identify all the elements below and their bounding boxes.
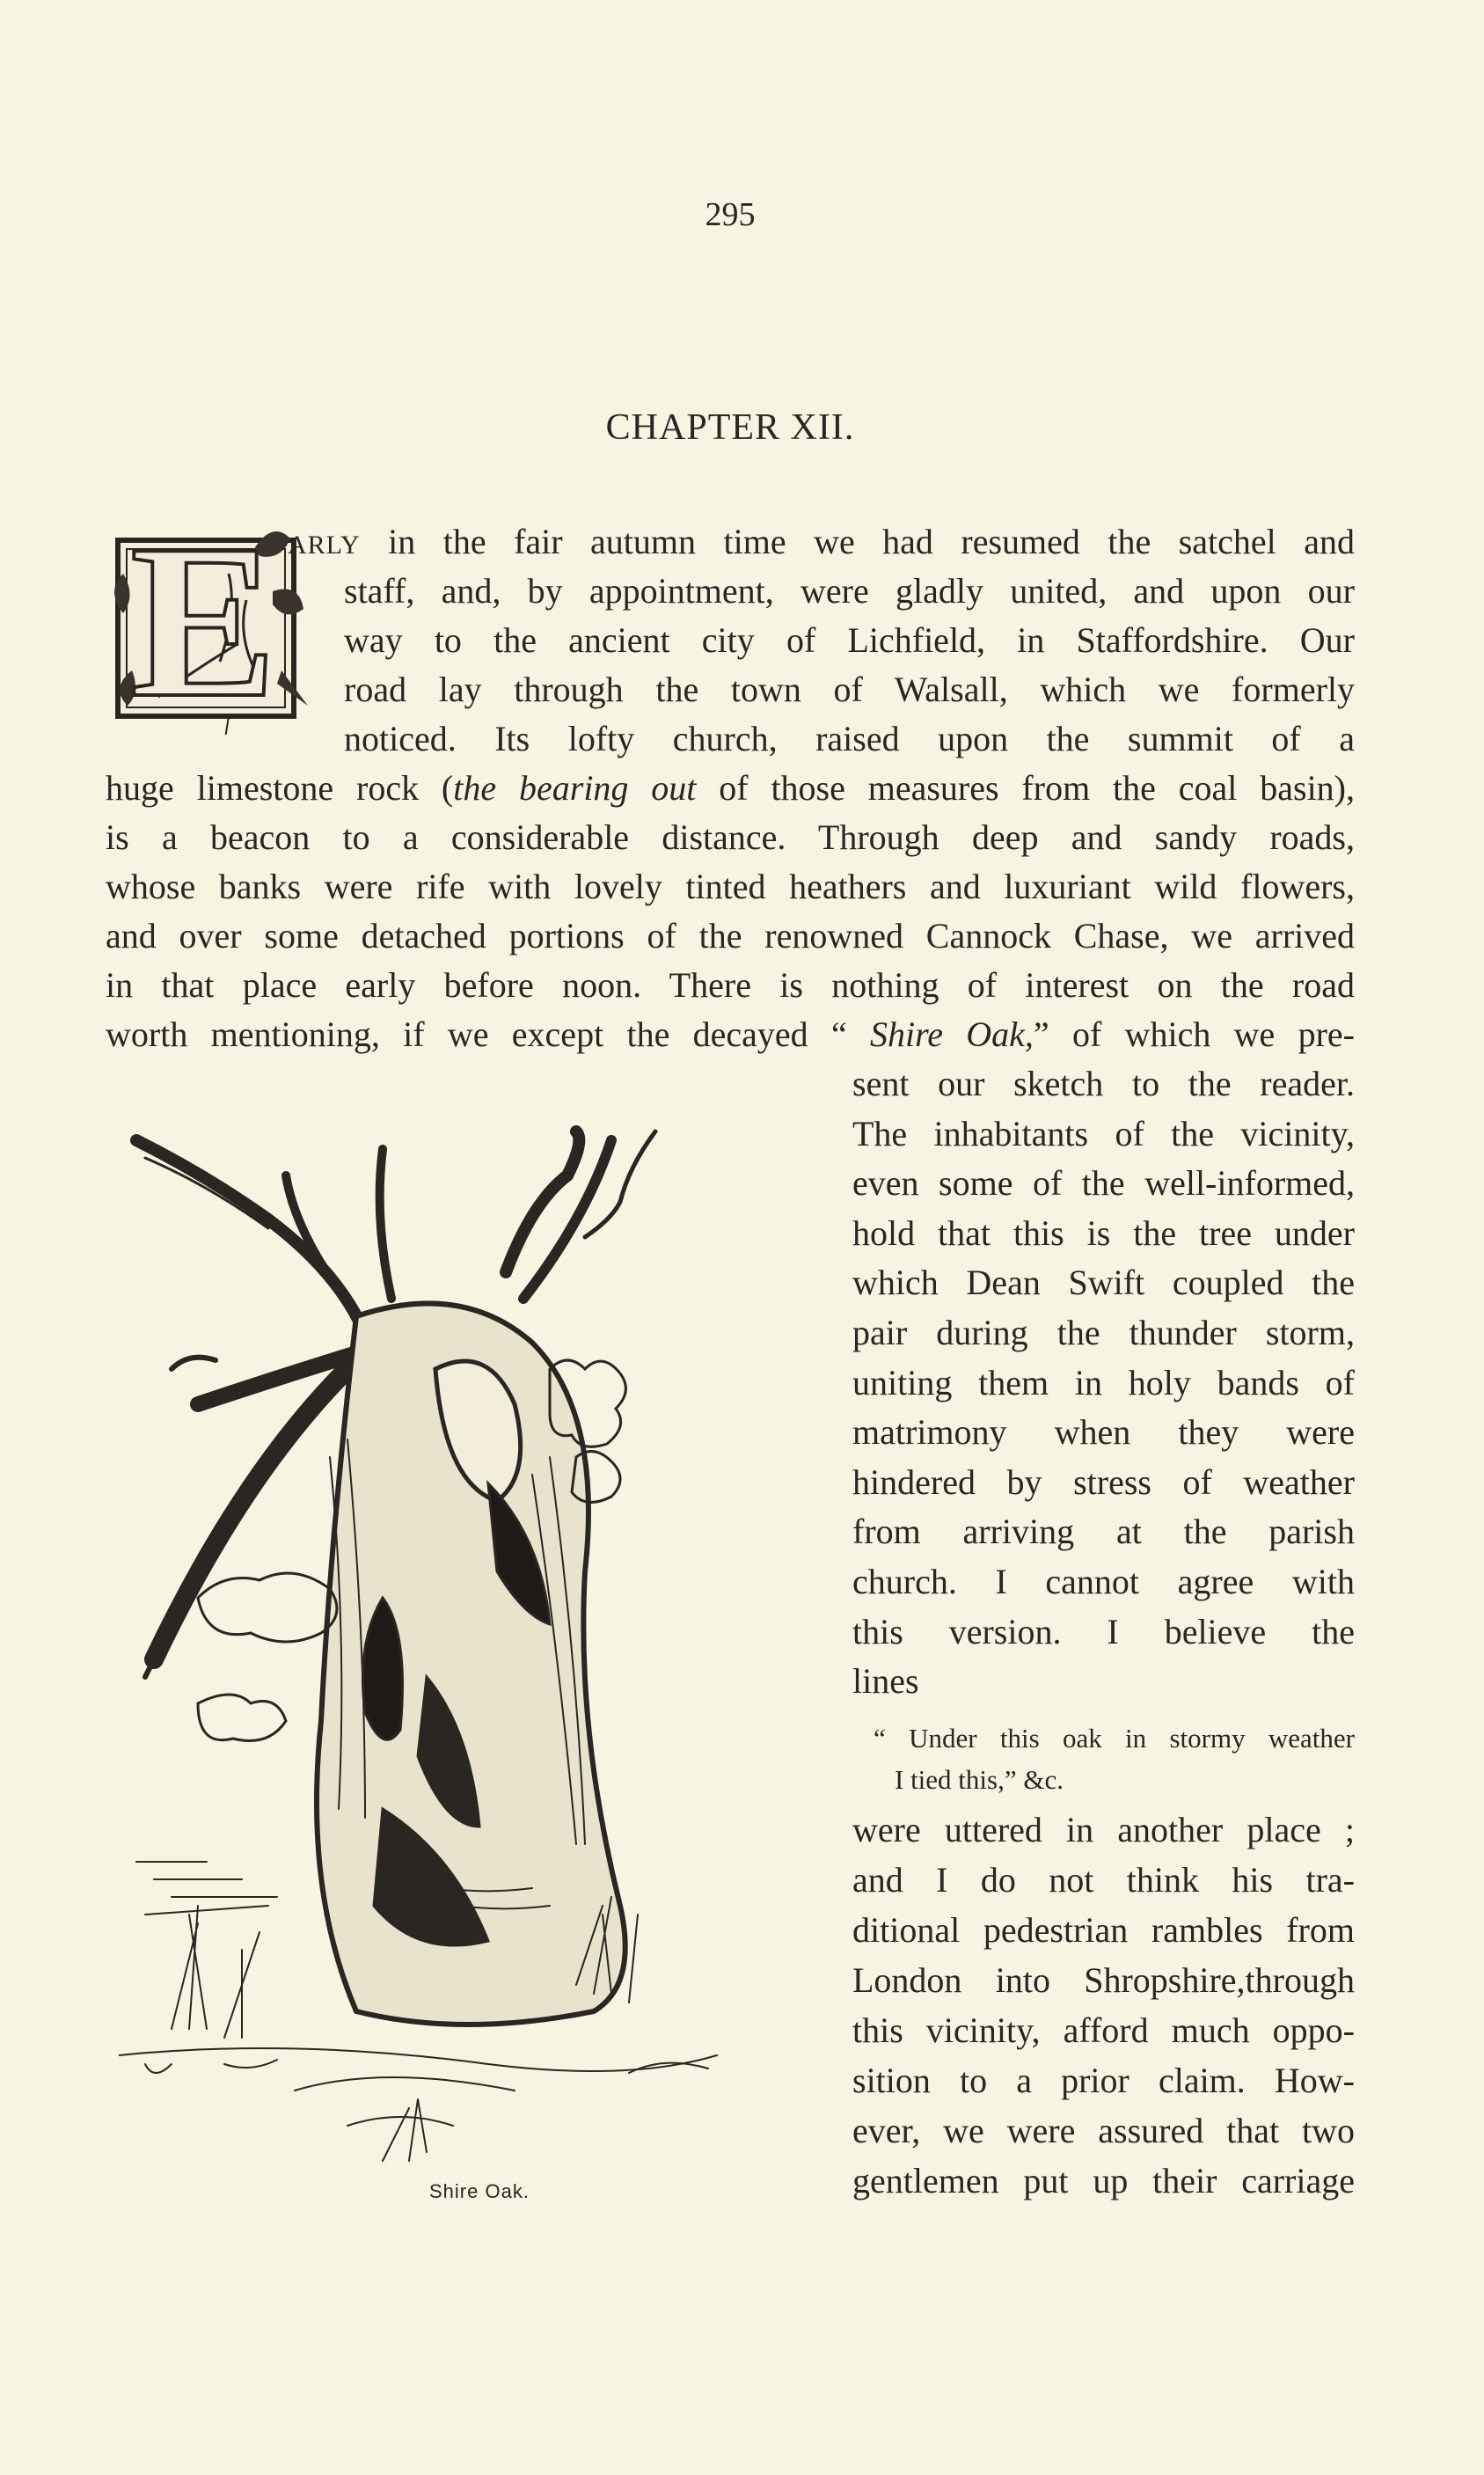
text-line: uniting them in holy bands of bbox=[852, 1362, 1355, 1402]
text-line: ditional pedestrian rambles from bbox=[852, 1910, 1355, 1950]
text-line: church. I cannot agree with bbox=[852, 1561, 1355, 1601]
quote-line: “ Under this oak in stormy weather bbox=[874, 1723, 1355, 1754]
text-line: this version. I believe the bbox=[852, 1611, 1355, 1651]
italic-run: Shire Oak, bbox=[870, 1014, 1034, 1054]
text-line: hold that this is the tree under bbox=[852, 1212, 1355, 1253]
text-line: lines bbox=[852, 1661, 919, 1702]
text-run: in the fair autumn time we had resumed the satchel and bbox=[360, 522, 1355, 561]
shire-oak-illustration bbox=[119, 1105, 822, 2178]
page-number: 295 bbox=[705, 196, 756, 233]
text-line: hindered by stress of weather bbox=[852, 1461, 1355, 1502]
text-line: is a beacon to a considerable distance. Through deep and sandy roads, bbox=[106, 817, 1355, 857]
text-line: pair during the thunder storm, bbox=[852, 1312, 1355, 1352]
text-run: of those measures from the coal basin), bbox=[696, 768, 1355, 808]
right-column-text bbox=[852, 1059, 1355, 1707]
text-line bbox=[288, 517, 1355, 567]
drop-cap-letter: E bbox=[130, 500, 277, 743]
illustration-caption: Shire Oak. bbox=[429, 2180, 530, 2202]
text-line: way to the ancient city of Lichfield, in Staffordshire. Our bbox=[344, 620, 1355, 660]
text-run: huge limestone rock ( bbox=[106, 768, 454, 808]
text-line: ever, we were assured that two bbox=[852, 2111, 1355, 2150]
text-line: and over some detached portions of the renowned Cannock Chase, we arrived bbox=[106, 916, 1355, 956]
small-caps-run: ARLY bbox=[288, 531, 361, 560]
text-line bbox=[106, 1010, 1355, 1059]
chapter-title: CHAPTER XII. bbox=[605, 407, 855, 448]
right-column-text-continued bbox=[852, 1805, 1355, 2206]
text-run: ” of which we pre- bbox=[1033, 1014, 1355, 1054]
text-run: worth mentioning, if we except the decayed “ bbox=[106, 1014, 871, 1054]
text-line: staff, and, by appointment, were gladly united, and upon our bbox=[344, 571, 1355, 611]
italic-run: the bearing out bbox=[453, 768, 697, 808]
text-line: matrimony when they were bbox=[852, 1412, 1355, 1453]
text-line: even some of the well-informed, bbox=[852, 1163, 1355, 1204]
quote-line: I tied this,” &c. bbox=[895, 1764, 1064, 1795]
text-line: this vicinity, afford much oppo- bbox=[852, 2010, 1355, 2050]
verse-quotation bbox=[874, 1717, 1355, 1800]
text-line: from arriving at the parish bbox=[852, 1512, 1355, 1552]
text-line: noticed. Its lofty church, raised upon the summit of a bbox=[344, 719, 1355, 758]
text-line: and I do not think his tra- bbox=[852, 1860, 1355, 1900]
text-line: The inhabitants of the vicinity, bbox=[852, 1113, 1355, 1153]
text-line: which Dean Swift coupled the bbox=[852, 1263, 1355, 1303]
tree-engraving-icon bbox=[119, 1105, 822, 2178]
text-line: gentlemen put up their carriage bbox=[852, 2161, 1355, 2200]
text-line: were uttered in another place ; bbox=[852, 1810, 1355, 1849]
text-line: sition to a prior claim. How- bbox=[852, 2061, 1355, 2100]
text-line: road lay through the town of Walsall, which we formerly bbox=[344, 670, 1355, 709]
text-line: whose banks were rife with lovely tinted heathers and luxuriant wild flowers, bbox=[106, 867, 1355, 906]
text-line: sent our sketch to the reader. bbox=[852, 1064, 1355, 1103]
text-line: in that place early before noon. There is nothing of interest on the road bbox=[106, 965, 1355, 1005]
text-line bbox=[106, 764, 1355, 813]
opening-paragraph bbox=[106, 517, 1355, 1059]
text-line: London into Shropshire,through bbox=[852, 1960, 1355, 2000]
